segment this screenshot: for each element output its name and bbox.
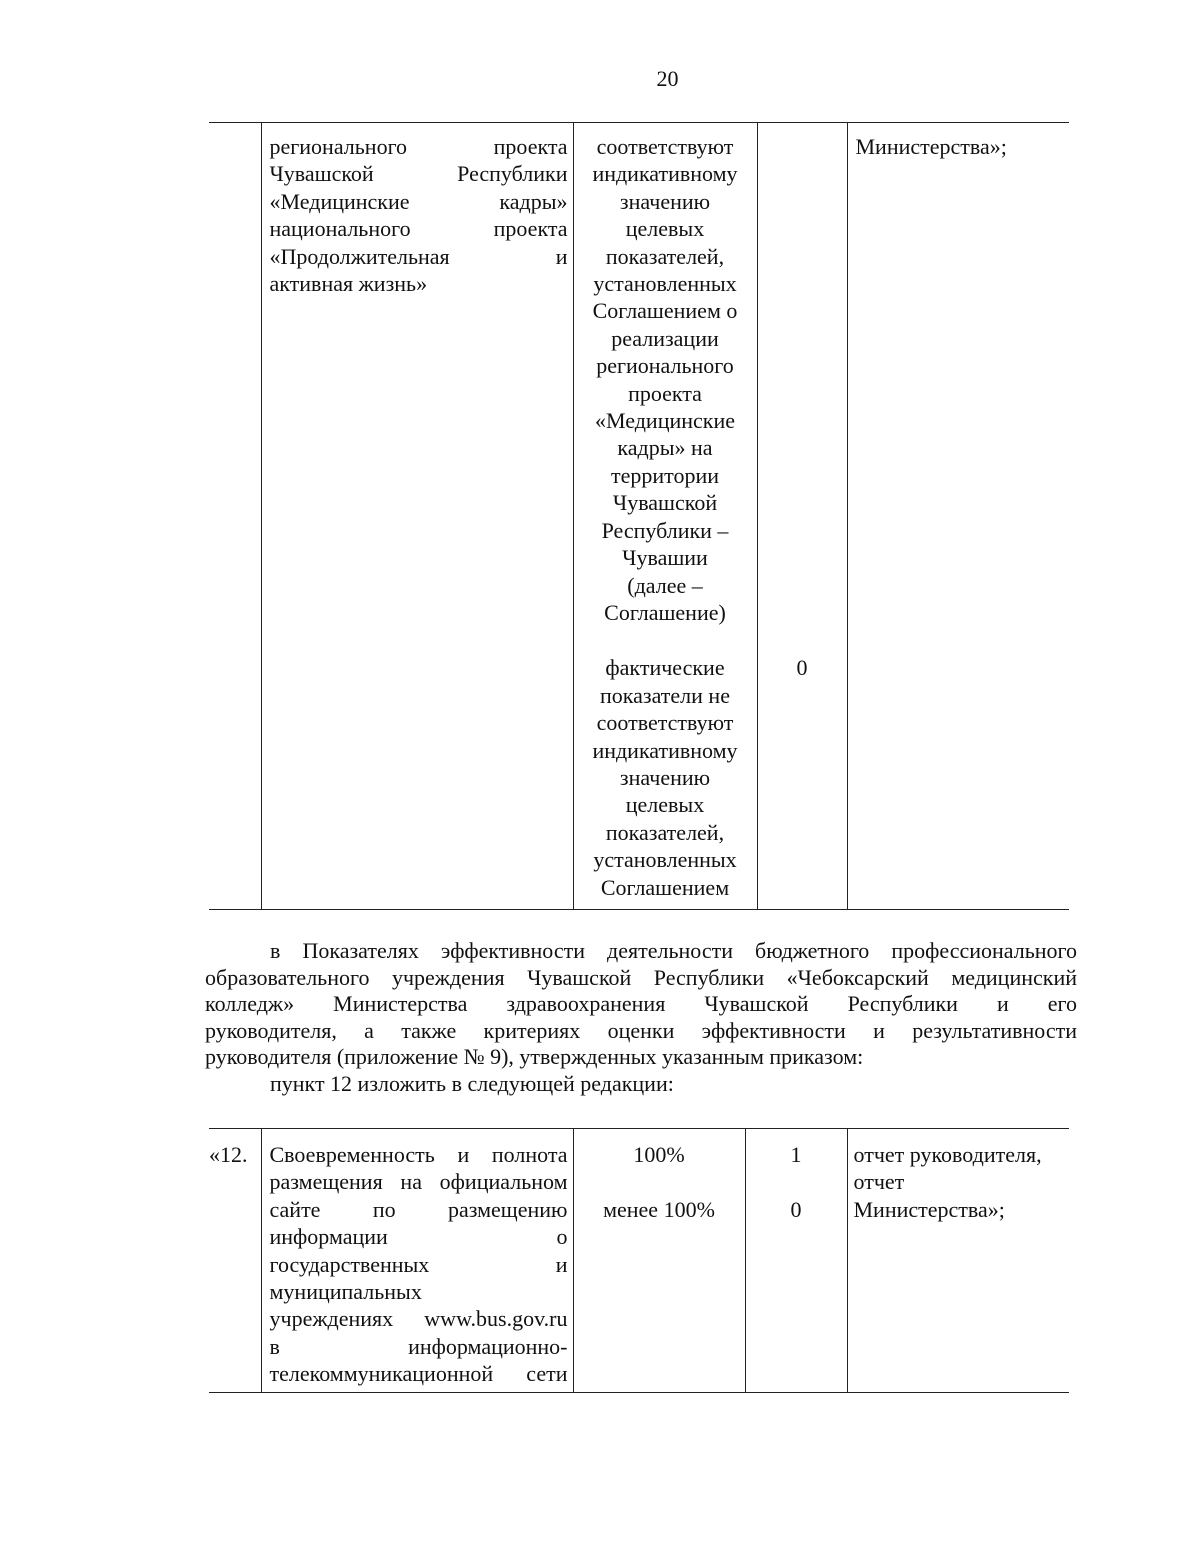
table-row xyxy=(209,123,1069,910)
criterion-line: значению xyxy=(619,188,711,214)
page-number: 20 xyxy=(656,66,679,91)
criterion-line: индикативному xyxy=(592,737,738,763)
description-line: государственных и xyxy=(269,1251,568,1277)
description-line: Своевременность и полнота xyxy=(269,1142,568,1167)
criterion-line: соответствуют xyxy=(596,710,734,736)
criterion-line: регионального xyxy=(596,353,734,379)
item-number: «12. xyxy=(209,1142,248,1167)
criteria-table-continuation xyxy=(209,122,1069,910)
criterion-line: территории xyxy=(610,462,720,488)
points-cell xyxy=(745,1129,847,1393)
description-line: муниципальных xyxy=(269,1279,422,1305)
criterion-line: индикативному xyxy=(592,161,738,187)
source-line: отчет xyxy=(853,1169,905,1195)
points-value: 1 xyxy=(790,1142,802,1167)
criterion-line: показателей, xyxy=(605,243,725,269)
criterion-line: фактические xyxy=(605,655,725,681)
description-line: национального проекта xyxy=(269,216,568,242)
description-line: телекоммуникационной сети xyxy=(269,1361,568,1387)
criterion-line: (далее – xyxy=(627,572,703,598)
criterion-line: Соглашением о xyxy=(592,298,738,324)
criterion-line: целевых xyxy=(625,216,705,242)
description-line: сайте по размещению xyxy=(269,1196,568,1222)
criterion-line: установленных xyxy=(593,271,737,297)
criterion-line: установленных xyxy=(593,847,737,873)
criterion-value: менее 100% xyxy=(603,1196,715,1222)
description-line: учреждениях www.bus.gov.ru xyxy=(269,1306,568,1332)
source-line: Министерства»; xyxy=(853,1196,1005,1222)
paragraph-line: колледж» Министерства здравоохранения Чувашской Республики и его xyxy=(205,991,1077,1016)
source-cell xyxy=(847,1129,1069,1393)
criterion-line: Республики – xyxy=(601,517,729,543)
criterion-cell xyxy=(573,1129,745,1393)
criterion-line: кадры» на xyxy=(617,435,713,461)
criteria-table-item-12 xyxy=(209,1128,1069,1393)
criterion-line: Чувашской xyxy=(612,490,718,516)
points-value: 0 xyxy=(796,655,808,680)
paragraph-line: руководителя (приложение № 9), утвержденных указанным приказом: xyxy=(205,1044,864,1069)
instruction-line: пункт 12 изложить в следующей редакции: xyxy=(270,1070,674,1096)
criterion-not-met xyxy=(574,654,757,901)
criterion-line: показатели не xyxy=(600,682,730,708)
paragraph-line: в Показателях эффективности деятельности бюджетного профессионального xyxy=(270,938,1077,963)
points-cell xyxy=(757,123,847,910)
amendment-paragraph xyxy=(205,938,1077,1097)
description-cell xyxy=(261,123,573,910)
criterion-value: 100% xyxy=(633,1142,685,1167)
description-line: «Медицинские кадры» xyxy=(269,188,568,214)
criterion-line: реализации xyxy=(611,325,719,351)
description-line: в информационно- xyxy=(269,1333,568,1359)
description-line: «Продолжительная и xyxy=(269,243,568,269)
paragraph-line: руководителя, а также критериях оценки эффективности и результативности xyxy=(205,1017,1077,1043)
criterion-line: проекта xyxy=(628,380,702,406)
description-line: размещения на официальном xyxy=(269,1169,568,1195)
number-cell xyxy=(209,123,261,910)
points-value: 0 xyxy=(790,1196,802,1222)
criterion-line: соответствуют xyxy=(596,134,734,159)
description-line: регионального проекта xyxy=(269,134,568,159)
criterion-line: показателей, xyxy=(605,819,725,845)
criterion-line: целевых xyxy=(625,792,705,818)
criterion-met xyxy=(574,133,757,626)
criterion-line: «Медицинские xyxy=(594,408,736,434)
description-cell xyxy=(261,1129,573,1393)
table-row xyxy=(209,1129,1069,1393)
criterion-line: Чувашии xyxy=(622,545,708,571)
source-cell xyxy=(847,123,1069,910)
criterion-cell xyxy=(573,123,757,910)
source-line: отчет руководителя, xyxy=(853,1142,1042,1167)
criterion-line: Соглашение) xyxy=(604,599,726,625)
criterion-line: значению xyxy=(619,764,711,790)
description-line: Чувашской Республики xyxy=(269,161,568,187)
paragraph-line: образовательного учреждения Чувашской Республики «Чебоксарский медицинский xyxy=(205,964,1077,990)
criterion-line: Соглашением xyxy=(600,874,730,900)
number-cell xyxy=(209,1129,261,1393)
description-line: активная жизнь» xyxy=(269,271,428,297)
source-text: Министерства»; xyxy=(855,134,1007,159)
description-line: информации о xyxy=(269,1224,568,1250)
